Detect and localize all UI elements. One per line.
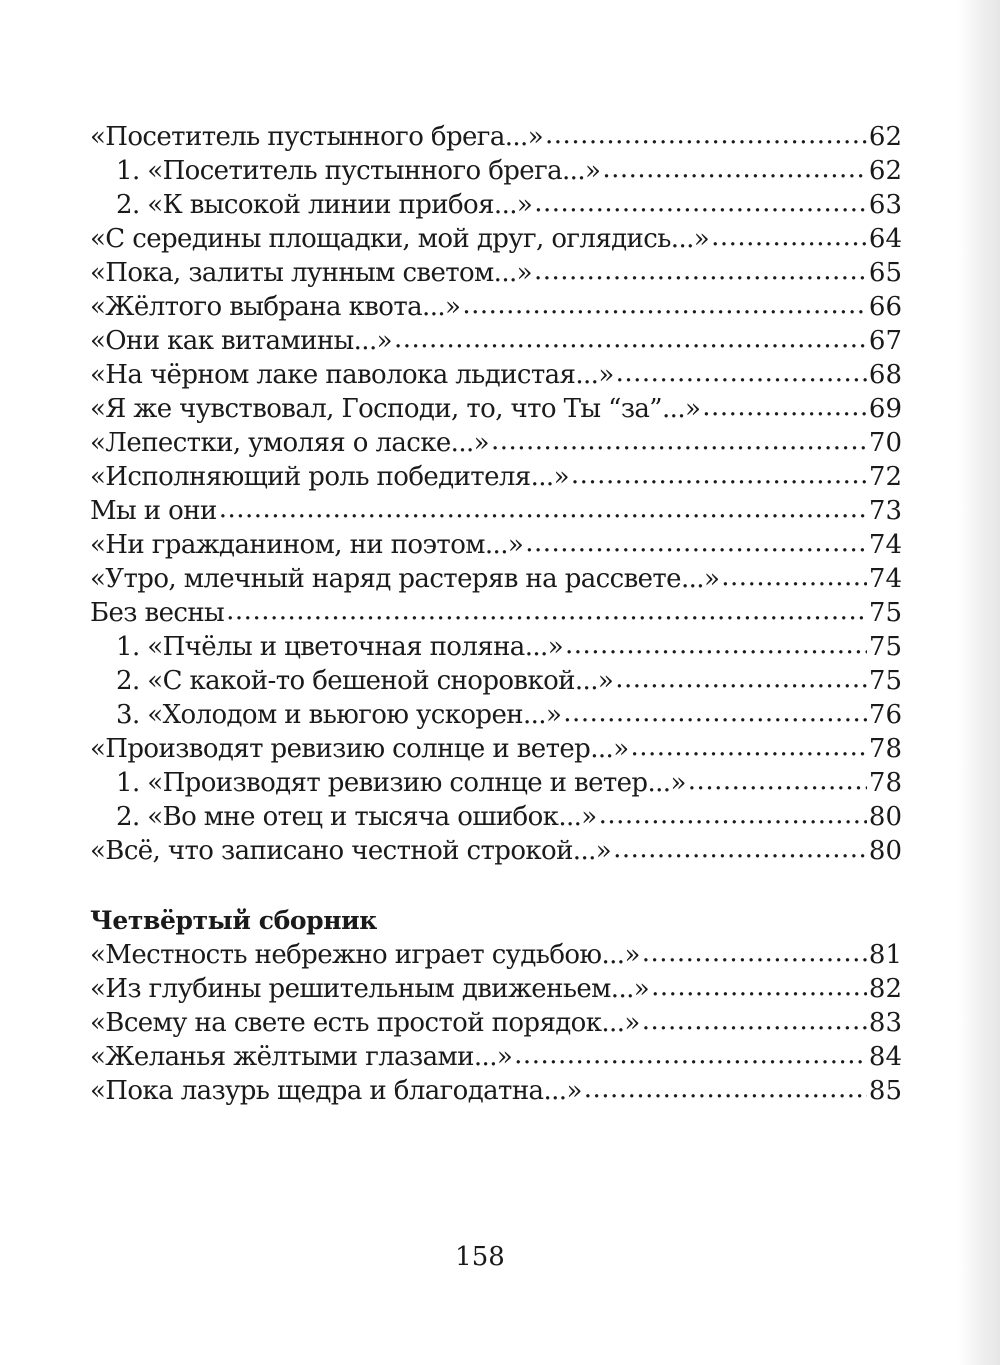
toc-entry-page: 65 <box>868 258 902 288</box>
dot-leader <box>534 254 867 288</box>
toc-entry-page: 62 <box>868 122 902 152</box>
toc-entry <box>90 630 902 664</box>
dot-leader <box>226 594 867 628</box>
dot-leader <box>219 492 867 526</box>
toc-entry <box>90 154 902 188</box>
toc-entry-page: 80 <box>868 802 902 832</box>
toc-entry <box>90 972 902 1006</box>
toc-entry-page: 84 <box>868 1042 902 1072</box>
toc-group-b <box>90 938 902 1108</box>
toc-entry-title: «Они как витамины...» <box>90 326 392 356</box>
toc-entry <box>90 1074 902 1108</box>
page-edge-shadow <box>958 0 1000 1365</box>
toc-entry-page: 72 <box>868 462 902 492</box>
toc-entry-page: 73 <box>868 496 902 526</box>
toc-entry <box>90 1040 902 1074</box>
toc-entry-page: 63 <box>868 190 902 220</box>
toc-entry <box>90 460 902 494</box>
dot-leader <box>599 798 867 832</box>
dot-leader <box>616 356 867 390</box>
dot-leader <box>534 186 867 220</box>
toc-entry-title: 2. «С какой-то бешеной сноровкой...» <box>116 666 614 696</box>
dot-leader <box>545 118 867 152</box>
toc-entry-page: 75 <box>868 666 902 696</box>
toc-entry-title: 1. «Посетитель пустынного брега...» <box>116 156 601 186</box>
dot-leader <box>563 696 867 730</box>
dot-leader <box>394 322 867 356</box>
toc-entry <box>90 324 902 358</box>
dot-leader <box>642 1004 867 1038</box>
toc-entry <box>90 596 902 630</box>
toc-entry-page: 81 <box>868 940 902 970</box>
toc-group-a <box>90 120 902 868</box>
toc-entry <box>90 528 902 562</box>
toc-entry-page: 82 <box>868 974 902 1004</box>
dot-leader <box>651 970 867 1004</box>
dot-leader <box>688 764 867 798</box>
dot-leader <box>565 628 867 662</box>
toc-entry-title: «Желанья жёлтыми глазами...» <box>90 1042 513 1072</box>
toc-entry-title: «Производят ревизию солнце и ветер...» <box>90 734 629 764</box>
toc-entry-page: 78 <box>868 768 902 798</box>
toc-entry-page: 75 <box>868 598 902 628</box>
toc-entry <box>90 290 902 324</box>
toc-entry-title: «С середины площадки, мой друг, оглядись...» <box>90 224 710 254</box>
toc-entry-page: 74 <box>868 530 902 560</box>
toc-entry <box>90 732 902 766</box>
toc-entry-title: 1. «Пчёлы и цветочная поляна...» <box>116 632 563 662</box>
toc-entry-title: «На чёрном лаке паволока льдистая...» <box>90 360 614 390</box>
toc-entry-title: 3. «Холодом и вьюгою ускорен...» <box>116 700 562 730</box>
dot-leader <box>525 526 867 560</box>
toc-entry-page: 76 <box>868 700 902 730</box>
dot-leader <box>613 832 867 866</box>
dot-leader <box>631 730 867 764</box>
dot-leader <box>642 936 867 970</box>
dot-leader <box>584 1072 867 1106</box>
dot-leader <box>711 220 867 254</box>
toc-entry-page: 78 <box>868 734 902 764</box>
toc-entry-page: 75 <box>868 632 902 662</box>
toc-entry-title: «Посетитель пустынного брега...» <box>90 122 544 152</box>
dot-leader <box>462 288 867 322</box>
toc-entry <box>90 358 902 392</box>
toc-entry <box>90 222 902 256</box>
toc-entry <box>90 392 902 426</box>
toc-entry-title: 1. «Производят ревизию солнце и ветер...» <box>116 768 686 798</box>
toc-entry-title: 2. «К высокой линии прибоя...» <box>116 190 533 220</box>
toc-entry-page: 85 <box>868 1076 902 1106</box>
toc-entry-page: 70 <box>868 428 902 458</box>
dot-leader <box>571 458 867 492</box>
toc-entry <box>90 188 902 222</box>
toc-entry-title: «Я же чувствовал, Господи, то, что Ты “за”...» <box>90 394 701 424</box>
toc-entry <box>90 120 902 154</box>
toc-entry-title: «Всему на свете есть простой порядок...» <box>90 1008 640 1038</box>
dot-leader <box>602 152 867 186</box>
toc-entry-title: «Местность небрежно играет судьбою...» <box>90 940 640 970</box>
toc-entry-title: «Пока, залиты лунным светом...» <box>90 258 532 288</box>
toc-entry-title: «Из глубины решительным движеньем...» <box>90 974 650 1004</box>
toc-entry <box>90 1006 902 1040</box>
dot-leader <box>721 560 867 594</box>
toc-entry-page: 68 <box>868 360 902 390</box>
toc-entry-page: 80 <box>868 836 902 866</box>
dot-leader <box>514 1038 867 1072</box>
toc-entry <box>90 834 902 868</box>
toc-entry-title: «Ни гражданином, ни поэтом...» <box>90 530 524 560</box>
toc-entry-title: Без весны <box>90 598 225 628</box>
table-of-contents <box>90 120 902 1108</box>
dot-leader <box>491 424 867 458</box>
toc-entry-page: 67 <box>868 326 902 356</box>
toc-entry-title: Мы и они <box>90 496 217 526</box>
toc-entry-page: 62 <box>868 156 902 186</box>
toc-entry <box>90 256 902 290</box>
toc-entry-title: 2. «Во мне отец и тысяча ошибок...» <box>116 802 597 832</box>
toc-entry-page: 66 <box>868 292 902 322</box>
toc-entry <box>90 800 902 834</box>
dot-leader <box>615 662 867 696</box>
toc-entry <box>90 938 902 972</box>
toc-entry <box>90 562 902 596</box>
toc-entry <box>90 698 902 732</box>
toc-entry-title: «Пока лазурь щедра и благодатна...» <box>90 1076 582 1106</box>
toc-entry-title: «Исполняющий роль победителя...» <box>90 462 569 492</box>
toc-entry <box>90 664 902 698</box>
toc-entry-page: 74 <box>868 564 902 594</box>
toc-entry-page: 69 <box>868 394 902 424</box>
toc-entry <box>90 766 902 800</box>
toc-entry <box>90 494 902 528</box>
toc-entry-title: «Лепестки, умоляя о ласке...» <box>90 428 489 458</box>
toc-entry-title: «Жёлтого выбрана квота...» <box>90 292 461 322</box>
toc-entry-title: «Всё, что записано честной строкой...» <box>90 836 612 866</box>
section-heading: Четвёртый сборник <box>90 906 377 935</box>
toc-entry <box>90 426 902 460</box>
toc-entry-page: 83 <box>868 1008 902 1038</box>
toc-entry-page: 64 <box>868 224 902 254</box>
toc-entry-title: «Утро, млечный наряд растеряв на рассвете...» <box>90 564 720 594</box>
page-number: 158 <box>455 1242 505 1272</box>
dot-leader <box>702 390 867 424</box>
